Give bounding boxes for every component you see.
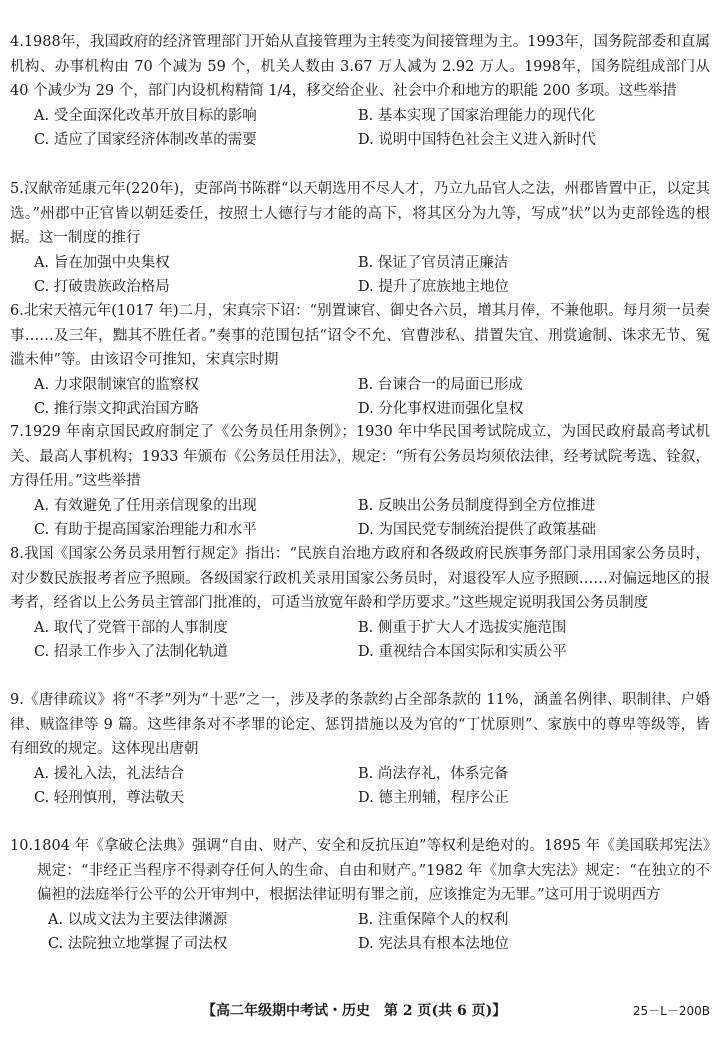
option-d: D. 为国民党专制统治提供了政策基础 bbox=[358, 522, 596, 538]
question-10 bbox=[10, 834, 710, 957]
question-stem: 4.1988年，我国政府的经济管理部门开始从直接管理为主转变为间接管理为主。1993年，国务院部委和直属机构、办事机构由 70 个减为 59 个，机关人数由 3.67 万人减为 2.92 万人。1998年，国务院组成部门从 40 个减少为 29 个，部门内设机构精简 1/4，移交给企业、社会中介和地方的职能 200 多项。这些举措 bbox=[10, 34, 710, 99]
option-a: A. 旨在加强中央集权 bbox=[34, 254, 170, 271]
option-c: C. 招录工作步入了法制化轨道 bbox=[34, 644, 228, 660]
question-stem: 6.北宋天禧元年(1017 年)二月，宋真宗下诏：“别置谏官、御史各六员，增其月俸，不兼他职。每月须一员奏事……及三年，黜其不胜任者。”奏事的范围包括“诏令不允、官曹涉私、措置失宜、刑赏逾制、诛求无节、冤滥未伸”等。由该诏令可推知，宋真宗时期 bbox=[10, 303, 710, 368]
question-6 bbox=[10, 299, 710, 422]
question-stem: 10.1804 年《拿破仑法典》强调“自由、财产、安全和反抗压迫”等权利是绝对的。1895 年《美国联邦宪法》规定：“非经正当程序不得剥夺任何人的生命、自由和财产。”1982 年《加拿大宪法》规定：“在独立的不偏袒的法庭举行公平的公开审判中，根据法律证明有罪之前，应该推定为无罪。”这可用于说明西方 bbox=[10, 838, 710, 903]
answer-options bbox=[10, 616, 710, 665]
question-5 bbox=[10, 177, 710, 300]
option-b: B. 注重保障个人的权利 bbox=[358, 911, 509, 928]
option-b: B. 侧重于扩大人才选拔实施范围 bbox=[358, 619, 567, 636]
question-stem: 7.1929 年南京国民政府制定了《公务员任用条例》；1930 年中华民国考试院成立，为国民政府最高考试机关、最高人事机构；1933 年颁布《公务员任用法》，规定：“所有公务员均须依法律，经考试院考选、铨叙，方得任用。”这些举措 bbox=[10, 424, 710, 489]
answer-options bbox=[10, 104, 710, 153]
option-b: B. 尚法存礼，体系完备 bbox=[358, 765, 509, 782]
answer-options bbox=[10, 762, 710, 811]
option-c: C. 适应了国家经济体制改革的需要 bbox=[34, 132, 257, 148]
option-d: D. 德主刑辅，程序公正 bbox=[358, 790, 509, 806]
question-4 bbox=[10, 30, 710, 153]
footer-page-info: 【高二年级期中考试・历史 第 2 页(共 6 页)】 bbox=[202, 1003, 507, 1019]
footer-exam-code: 25－L－200B bbox=[632, 1004, 710, 1018]
option-a: A. 受全面深化改革开放目标的影响 bbox=[34, 107, 257, 124]
question-stem: 9.《唐律疏议》将“不孝”列为“十恶”之一，涉及孝的条款约占全部条款的 11%，涵盖名例律、职制律、户婚律、贼盗律等 9 篇。这些律条对不孝罪的论定、惩罚措施以及为官的“丁忧原则”、家族中的尊卑等级等，皆有细致的规定。这体现出唐朝 bbox=[10, 692, 710, 757]
question-stem: 8.我国《国家公务员录用暂行规定》指出：“民族自治地方政府和各级政府民族事务部门录用国家公务员时，对少数民族报考者应予照顾。各级国家行政机关录用国家公务员时，对退役军人应予照顾……对偏远地区的报考者，经省以上公务员主管部门批准的，可适当放宽年龄和学历要求。”这些规定说明我国公务员制度 bbox=[10, 546, 710, 611]
option-a: A. 以成文法为主要法律渊源 bbox=[48, 911, 228, 928]
option-a: A. 取代了党管干部的人事制度 bbox=[34, 619, 228, 636]
option-a: A. 有效避免了任用亲信现象的出现 bbox=[34, 497, 257, 514]
option-b: B. 台谏合一的局面已形成 bbox=[358, 376, 523, 393]
option-c: C. 有助于提高国家治理能力和水平 bbox=[34, 522, 257, 538]
option-c: C. 轻刑慎刑，尊法敬天 bbox=[34, 790, 185, 806]
answer-options bbox=[10, 908, 710, 957]
answer-options bbox=[10, 251, 710, 300]
option-a: A. 力求限制谏官的监察权 bbox=[34, 376, 199, 393]
answer-options bbox=[10, 494, 710, 543]
question-9 bbox=[10, 688, 710, 811]
option-b: B. 保证了官员清正廉洁 bbox=[358, 254, 509, 271]
option-b: B. 基本实现了国家治理能力的现代化 bbox=[358, 107, 596, 124]
answer-options bbox=[10, 373, 710, 422]
page-footer bbox=[10, 999, 710, 1023]
question-stem: 5.汉献帝延康元年(220年)，吏部尚书陈群“以天朝选用不尽人才，乃立九品官人之法，州郡皆置中正，以定其选。”州郡中正官皆以朝廷委任，按照士人德行与才能的高下，将其区分为九等，写成“状”以为吏部铨选的根据。这一制度的推行 bbox=[10, 181, 710, 246]
option-d: D. 宪法具有根本法地位 bbox=[358, 936, 509, 952]
option-d: D. 分化事权进而强化皇权 bbox=[358, 401, 524, 417]
option-c: C. 推行崇文抑武治国方略 bbox=[34, 401, 199, 417]
question-7 bbox=[10, 420, 710, 543]
option-b: B. 反映出公务员制度得到全方位推进 bbox=[358, 497, 596, 514]
option-d: D. 说明中国特色社会主义进入新时代 bbox=[358, 132, 596, 148]
option-c: C. 打破贵族政治格局 bbox=[34, 279, 170, 295]
option-d: D. 重视结合本国实际和实质公平 bbox=[358, 644, 567, 660]
question-8 bbox=[10, 542, 710, 665]
option-c: C. 法院独立地掌握了司法权 bbox=[48, 936, 228, 952]
option-d: D. 提升了庶族地主地位 bbox=[358, 279, 509, 295]
option-a: A. 援礼入法，礼法结合 bbox=[34, 765, 185, 782]
